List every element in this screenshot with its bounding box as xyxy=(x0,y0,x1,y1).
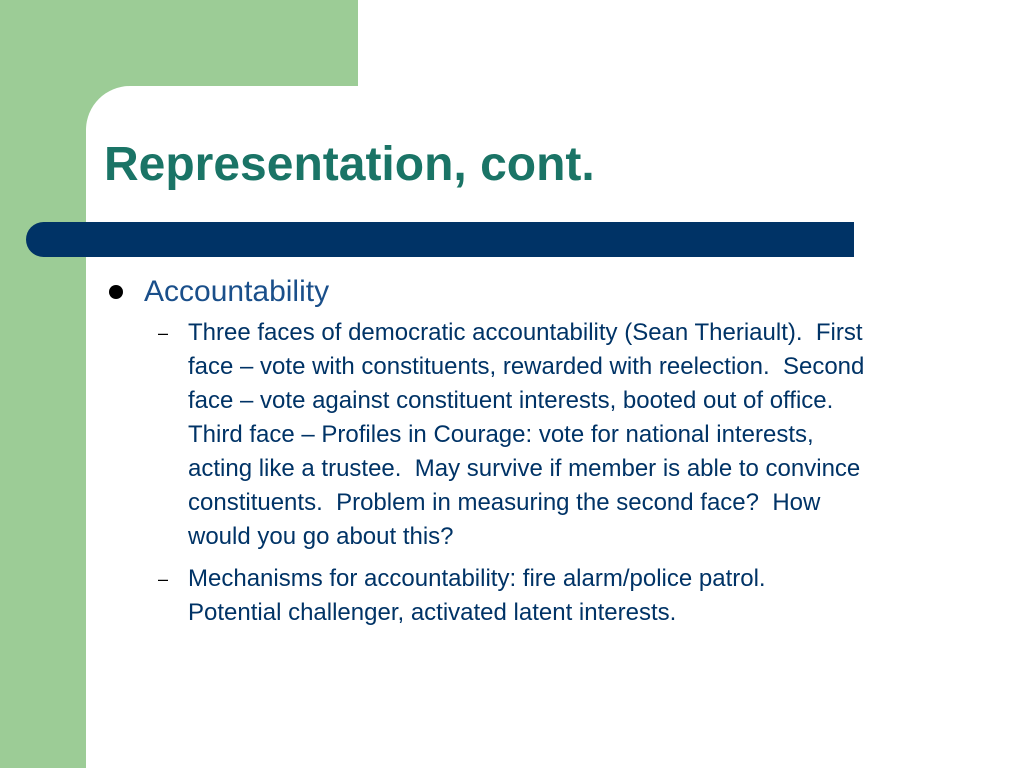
sub-bullet-mechanisms xyxy=(104,562,1004,630)
slide-title: Representation, cont. xyxy=(104,138,595,191)
dash-bullet-icon: – xyxy=(158,323,169,343)
sub-bullet-text: Mechanisms for accountability: fire alarm/police patrol. Potential challenger, activated latent interests. xyxy=(188,565,766,626)
bullet-accountability xyxy=(104,272,1004,312)
bullet-dot-icon xyxy=(109,285,123,299)
sub-bullet-list xyxy=(104,316,1004,630)
sub-bullet-three-faces xyxy=(104,316,1004,554)
slide-content xyxy=(104,272,1004,638)
bullet-text: Accountability xyxy=(144,275,330,308)
sub-bullet-text: Three faces of democratic accountability (Sean Theriault). First face – vote with constituents, rewarded with reelection. Second face – vote against constituent interests, booted out of office. Third face – Profiles in Courage: vote for national interests, acting like a trustee. May survive if member is able to convince constituents. Problem in measuring the second face? How would you go about this? xyxy=(188,319,865,550)
dash-bullet-icon: – xyxy=(158,569,169,589)
title-underline-bar xyxy=(26,222,854,257)
